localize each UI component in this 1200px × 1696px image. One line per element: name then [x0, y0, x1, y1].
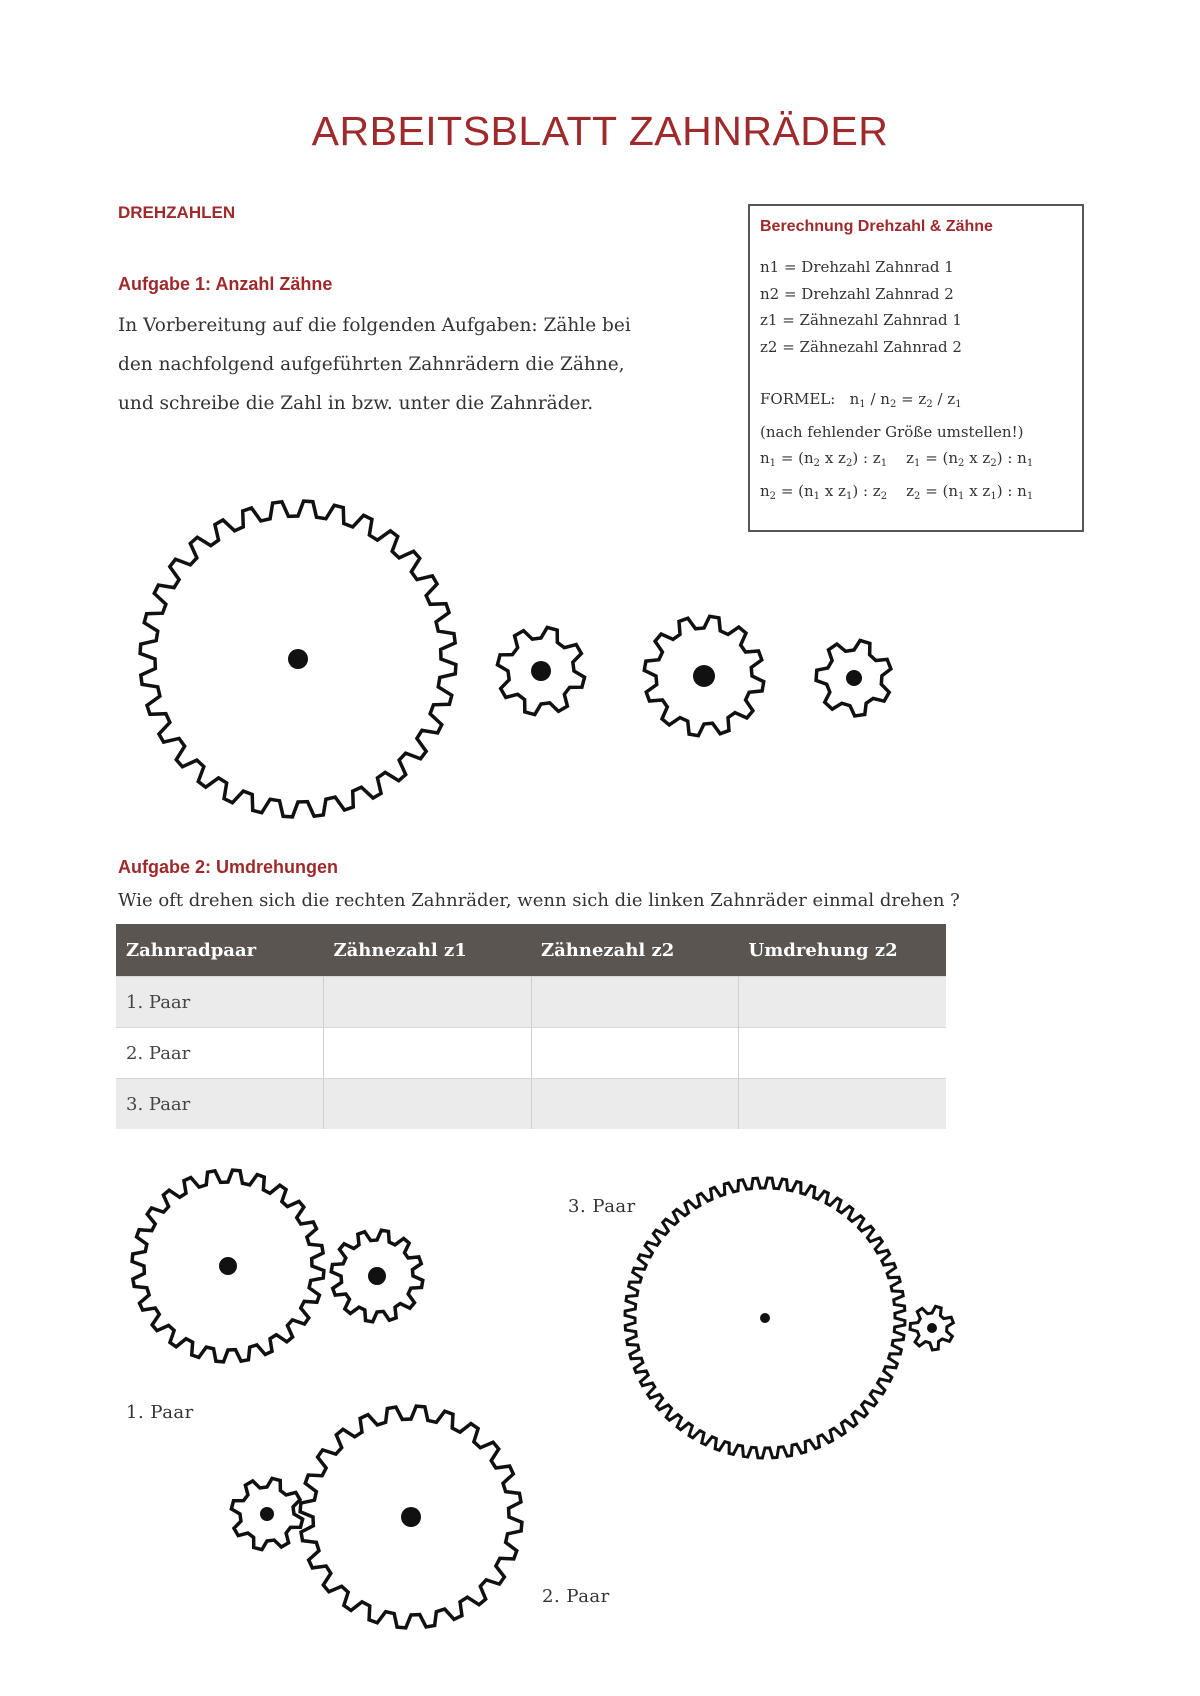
table-header-cell: Zähnezahl z1 — [324, 924, 532, 977]
definition-line: n2 = Drehzahl Zahnrad 2 — [760, 284, 954, 303]
task1-heading: Aufgabe 1: Anzahl Zähne — [118, 274, 333, 294]
table-cell: 1. Paar — [116, 977, 324, 1028]
formula-line: FORMEL: $n_1 / n_2 = z_2 / z_1$ — [760, 390, 962, 410]
gear-hub — [531, 661, 551, 681]
gear-hub — [401, 1507, 421, 1527]
gear-hub — [260, 1507, 274, 1521]
table-cell: 2. Paar — [116, 1028, 324, 1079]
table-header-cell: Umdrehung z2 — [739, 924, 947, 977]
section-heading: DREHZAHLEN — [118, 203, 236, 222]
task2-heading: Aufgabe 2: Umdrehungen — [118, 857, 339, 877]
table-cell: 3. Paar — [116, 1079, 324, 1130]
gear-hub — [760, 1313, 770, 1323]
pair2-label: 2. Paar — [542, 1586, 610, 1607]
table-header-cell: Zahnradpaar — [116, 924, 324, 977]
gear-hub — [288, 649, 308, 669]
gear-hub — [219, 1257, 237, 1275]
definition-line: z1 = Zähnezahl Zahnrad 1 — [760, 311, 962, 329]
table-header-cell: Zähnezahl z2 — [531, 924, 739, 977]
gear-hub — [368, 1267, 386, 1285]
task2-text: Wie oft drehen sich die rechten Zahnräder, wenn sich die linken Zahnräder einmal drehen ? — [118, 890, 960, 911]
pair3-label: 3. Paar — [568, 1196, 636, 1217]
task1-text: In Vorbereitung auf die folgenden Aufgaben: Zähle bei den nachfolgend aufgeführten Zahnrädern die Zähne, und schreibe die Zahl in bzw. unter die Zahnräder. — [118, 315, 631, 414]
pair1-label: 1. Paar — [126, 1402, 194, 1423]
gear-hub — [846, 670, 862, 686]
formula-label: FORMEL: — [760, 390, 836, 408]
formula-line: $n_1 = (n_2$ x $z_2$) : $z_1$ $z_1 = (n_2$ x $z_2$) : $n_1$ — [760, 449, 1034, 469]
definition-line: n1 = Drehzahl Zahnrad 1 — [760, 258, 954, 276]
rearrange-note: (nach fehlender Größe umstellen!) — [760, 422, 1024, 441]
gear-hub — [693, 665, 715, 687]
page-title: ARBEITSBLATT ZAHNRÄDER — [311, 108, 889, 154]
formula-line: $n_2 = (n_1$ x $z_1$) : $z_2$ $z_2 = (n_1$ x $z_1$) : $n_1$ — [760, 481, 1034, 502]
definition-line: z2 = Zähnezahl Zahnrad 2 — [760, 337, 962, 356]
gear-hub — [927, 1323, 937, 1333]
formula-box-title: Berechnung Drehzahl & Zähne — [760, 218, 993, 235]
